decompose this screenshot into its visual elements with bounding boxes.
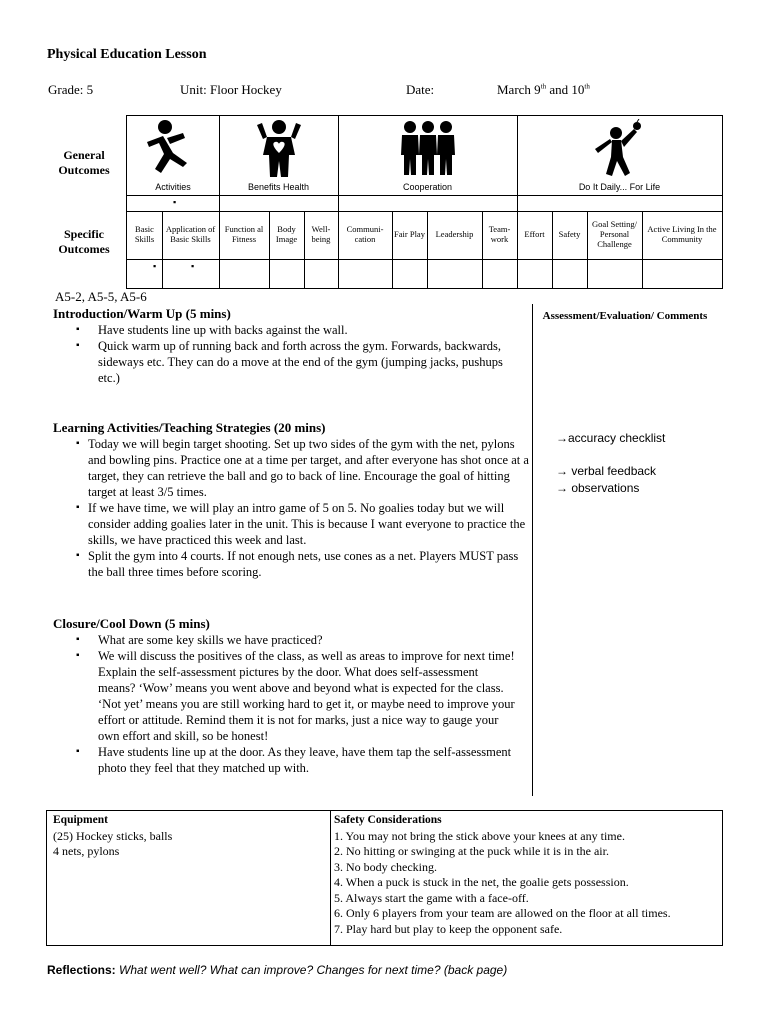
general-outcome-activities [127,116,219,195]
intro-section [53,306,523,386]
specific-outcome-cell: Communi-cation [346,224,384,244]
list-item: ▪ Quick warm up of running back and forth across the gym. Forwards, backwards, sideways etc. They can do a move at the end of the gym (jumping jacks, pushups etc.) [98,338,523,386]
general-outcome-do-it-daily [517,116,722,195]
specific-outcome-cell: Application of Basic Skills [165,224,216,244]
list-item: ▪ We will discuss the positives of the class, as well as areas to improve for next time! Explain the self-assessment pictures by the door. What does self-assessment means? ‘Wow’ means you went above and beyond what is expected for the class. ‘Not yet’ means you are still working hard to get it, or maybe need to improve your effort or attitude. Remind them it is not for marks, just a nice way to gauge your own effort and skill, so be honest! [98,648,518,744]
equipment-safety-box [46,810,723,946]
specific-outcome-cell: Fair Play [394,229,425,240]
general-outcome-cooperation [338,116,517,195]
specific-outcome-marker: ▪ [153,261,157,271]
learning-section [53,420,533,580]
date-label: Date: [406,82,435,97]
general-outcome-caption: Do It Daily... For Life [578,182,661,192]
safety-line: 4. When a puck is stuck in the net, the goalie gets possession. [334,875,629,889]
equipment-column [53,813,323,860]
specific-outcome-cell: Goal Setting/ Personal Challenge [591,219,638,249]
safety-heading: Safety Considerations [334,814,442,826]
safety-line: 7. Play hard but play to keep the opponent safe. [334,921,563,936]
heart-figure-icon [254,119,304,179]
specific-outcomes-label: Specific Outcomes [58,227,110,256]
specific-outcome-cell: Basic Skills [134,224,155,244]
specific-outcome-cell: Function al Fitness [224,224,264,244]
safety-line: 1. You may not bring the stick above your knees at any time. [334,828,625,843]
closure-section [53,616,518,776]
list-item: ▪ Have students line up at the door. As they leave, have them tap the self-assessment photo they feel that they matched up with. [98,744,518,776]
specific-outcome-cell: Body Image [275,224,298,244]
section-heading: Closure/Cool Down (5 mins) [53,616,210,631]
specific-outcome-marker: ▪ [191,261,195,271]
equipment-line: 4 nets, pylons [53,844,120,858]
reflections-label: Reflections: [47,963,116,977]
list-item: ▪ Have students line up with backs against the wall. [98,322,523,338]
list-item: ▪ Today we will begin target shooting. Set up two sides of the gym with the net, pylons and bowling pins. Practice one at a time per target, and after everyone has shot once at a target, they can retrieve the ball and go to back of line. Encourage the goal of hitting target at least 3/5 times. [88,436,533,500]
assessment-note: → verbal feedback [556,464,657,478]
assessment-note: →accuracy checklist [556,431,666,445]
safety-line: 5. Always start the game with a face-off. [334,890,529,905]
specific-outcome-cell: Safety [558,229,581,240]
group-figures-icon [398,119,458,179]
assessment-note: → observations [556,481,640,495]
specific-outcome-cell: Well-being [311,224,331,244]
equipment-heading: Equipment [53,814,108,826]
list-item: ▪ Split the gym into 4 courts. If not enough nets, use cones as a net. Players MUST pass the ball three times before scoring. [88,548,533,580]
equipment-line: (25) Hockey sticks, balls [53,828,173,843]
general-outcome-caption: Benefits Health [247,182,310,192]
specific-outcome-cell: Team-work [488,224,511,244]
list-item: ▪ What are some key skills we have practiced? [98,632,518,648]
specific-outcome-cell: Active Living In the Community [647,224,717,244]
general-outcome-benefits-health [219,116,338,195]
safety-column [334,813,720,937]
general-outcome-caption: Cooperation [402,182,453,192]
outcome-codes: A5-2, A5-5, A5-6 [55,289,147,304]
general-outcomes-label: General Outcomes [58,148,110,177]
general-outcome-marker: ▪ [173,197,177,207]
safety-line: 6. Only 6 players from your team are allowed on the floor at all times. [334,906,671,920]
section-heading: Introduction/Warm Up (5 mins) [53,306,231,321]
grade-label: Grade: 5 [48,82,94,97]
page-title: Physical Education Lesson [47,47,207,62]
safety-line: 2. No hitting or swinging at the puck while it is in the air. [334,844,609,858]
specific-outcome-cell: Leadership [435,229,474,240]
section-heading: Learning Activities/Teaching Strategies (20 mins) [53,420,326,435]
general-outcome-caption: Activities [155,182,191,192]
reflections [47,963,507,977]
unit-label: Unit: Floor Hockey [180,82,282,97]
list-item: ▪ If we have time, we will play an intro game of 5 on 5. No goalies today but we will consider adding goalies later in the unit. This is because I want everyone to practice the skills, we have practiced this week and last. [88,500,533,548]
running-figure-icon [143,119,203,179]
specific-outcome-cell: Effort [524,229,545,240]
safety-line: 3. No body checking. [334,859,437,874]
apple-figure-icon [590,119,650,179]
assessment-heading: Assessment/Evaluation/ Comments [542,310,708,322]
date-value: March 9th and 10th [497,82,590,97]
outcomes-table [126,115,723,289]
reflections-text: What went well? What can improve? Changes for next time? (back page) [119,963,508,977]
